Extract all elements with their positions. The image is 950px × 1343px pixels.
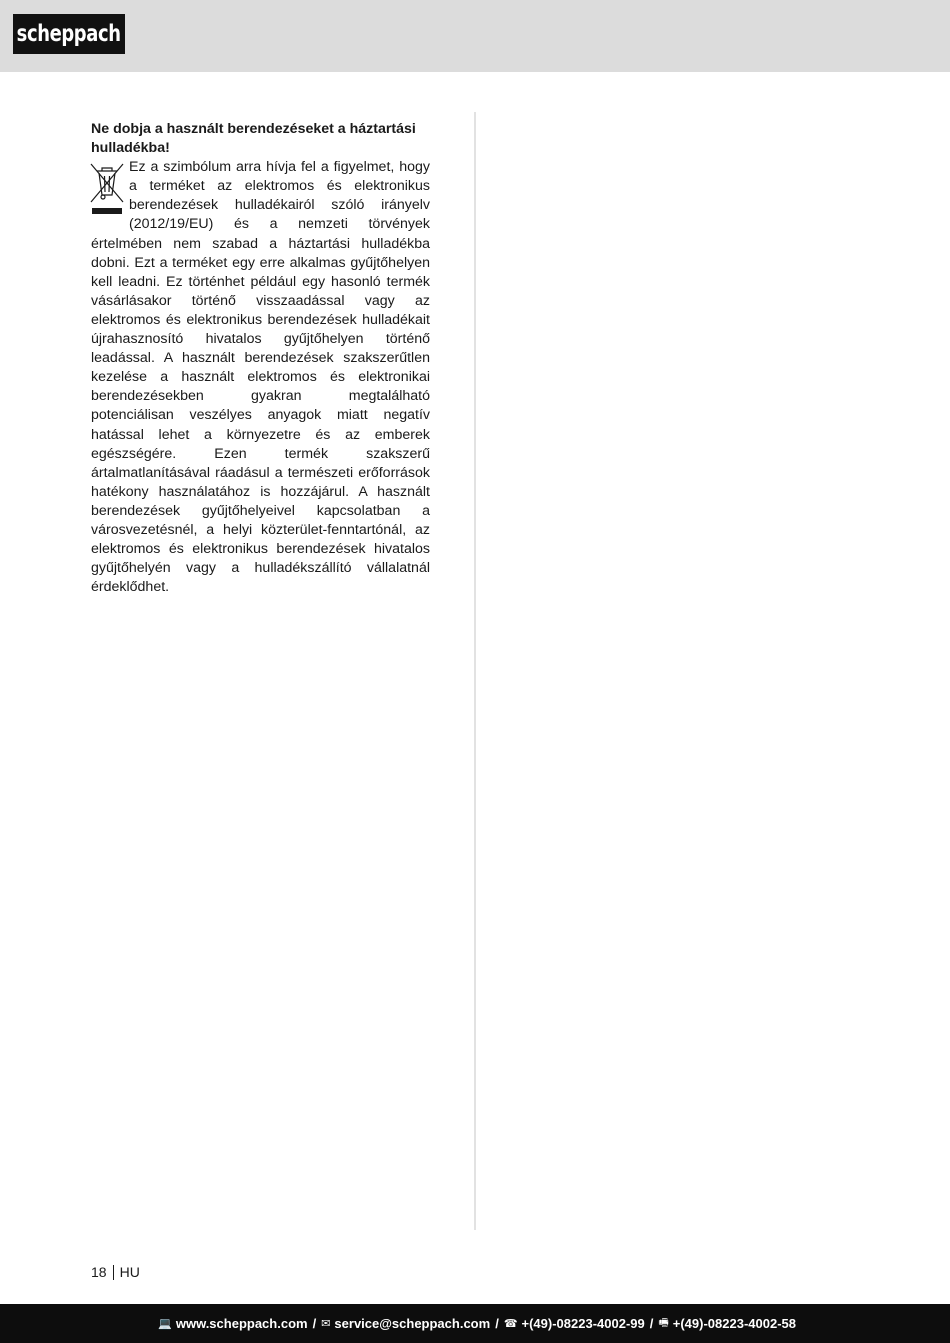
column-divider — [474, 112, 476, 1230]
fax-number: +(49)-08223-4002-58 — [672, 1316, 796, 1331]
page-number-block — [91, 1264, 140, 1280]
separator-slash: / — [495, 1316, 499, 1331]
section-body: Ez a szimbólum arra hívja fel a figyelmet, hogy a terméket az elektromos és elektronikus berendezések hulladékairól szóló irányelv (2012/19/EU) és a nemzeti törvények értelmében nem szabad a háztartási hulladékba dobni. Ezt a terméket egy erre alkalmas gyűjtőhelyen kell leadni. Ez történhet például egy hasonló termék vásárlásakor történő visszaadással vagy az elektromos és elektronikus berendezések hulladékait újrahasznosító hivatalos gyűjtőhelyen történő leadással. A használt berendezések szakszerűtlen kezelése a használt elektromos és elektronikai berendezésekben gyakran megtalálható potenciálisan veszélyes anyagok miatt negatív hatással lehet a környezetre és az emberek egészségére. Ezen termék szakszerű ártalmatlanításával ráadásul a természeti erőforrások hatékony használatához is hozzájárul. A használt berendezések gyűjtőhelyeivel kapcsolatban a városvezetésnél, a helyi közterület-fenntartónál, az elektromos és elektronikus berendezések hivatalos gyűjtőhelyén vagy a hulladékszállító vállalatnál érdeklődhet. — [91, 159, 430, 596]
fax-icon: 🖷 — [658, 1316, 669, 1329]
phone-icon: ☎ — [503, 1317, 518, 1330]
separator-slash: / — [312, 1316, 317, 1331]
email-link[interactable]: service@scheppach.com — [334, 1316, 491, 1331]
scheppach-logo — [13, 14, 125, 54]
weee-crossed-out-bin-icon — [89, 162, 125, 218]
contact-bar — [0, 1304, 950, 1343]
email-icon: ✉ — [321, 1317, 331, 1330]
phone-number: +(49)-08223-4002-99 — [521, 1316, 645, 1331]
disposal-section — [91, 120, 430, 597]
separator-slash: / — [649, 1316, 654, 1331]
page-header — [0, 0, 950, 72]
website-link[interactable]: www.scheppach.com — [175, 1316, 308, 1331]
logo-text: scheppach — [17, 21, 121, 47]
language-code: HU — [119, 1264, 140, 1280]
computer-icon: 💻 — [158, 1317, 172, 1330]
page-number: 18 — [91, 1264, 107, 1280]
page-number-separator — [113, 1265, 114, 1280]
section-heading: Ne dobja a használt berendezéseket a háztartási hulladékba! — [91, 121, 416, 157]
